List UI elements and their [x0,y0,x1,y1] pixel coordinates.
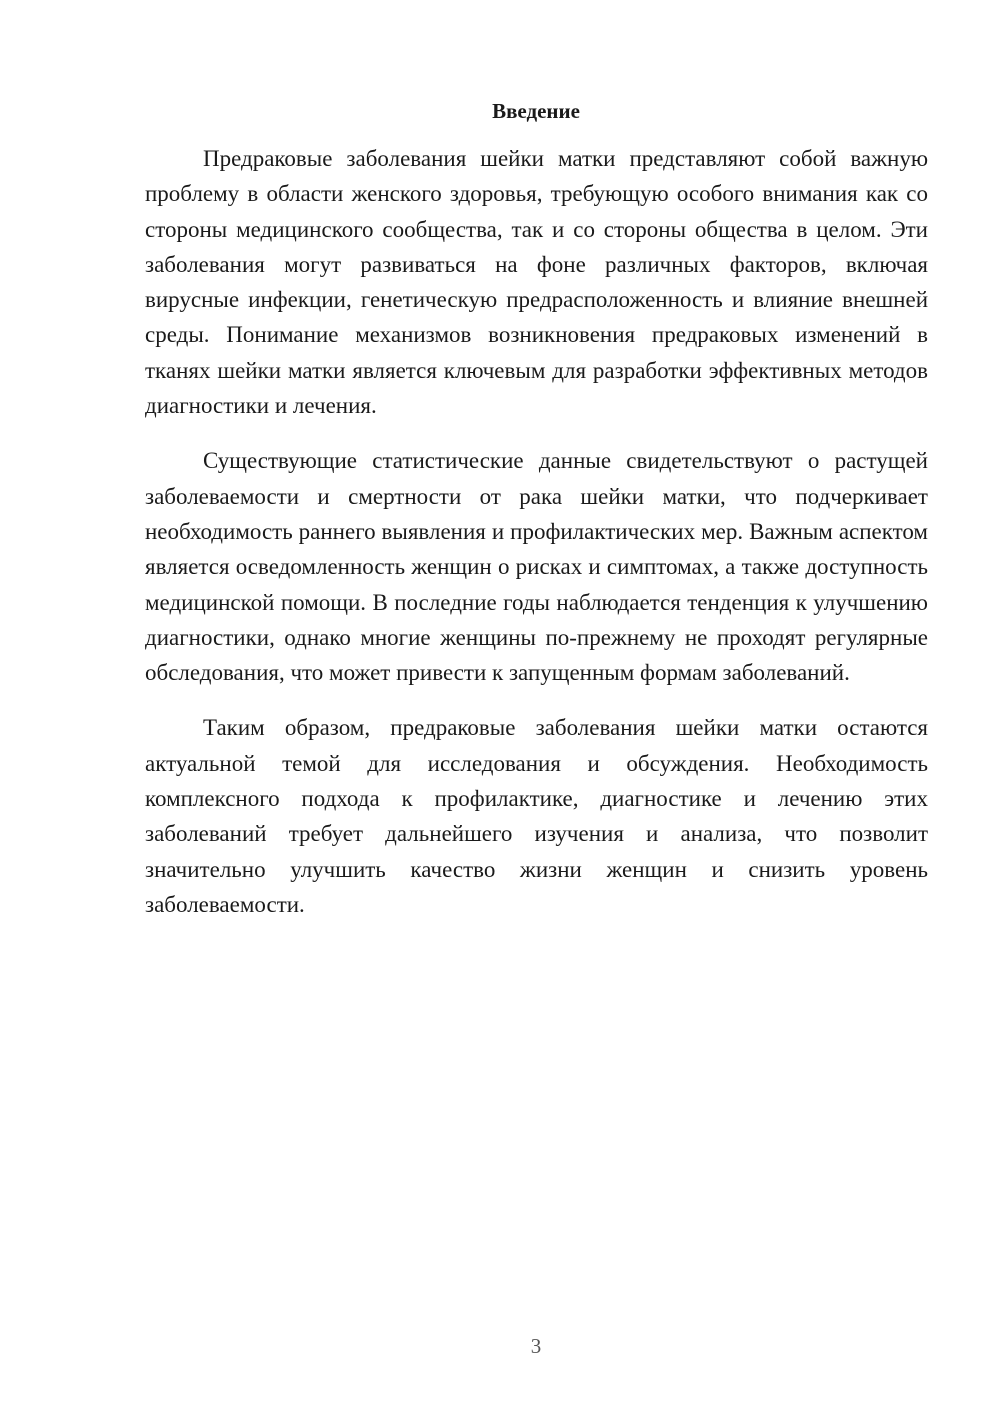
paragraph: Существующие статистические данные свидетельствуют о растущей заболеваемости и смертности от рака шейки матки, что подчеркивает необходимость раннего выявления и профилактических мер. Важным аспектом является осведомленность женщин о рисках и симптомах, а также доступность медицинской помощи. В последние годы наблюдается тенденция к улучшению диагностики, однако многие женщины по-прежнему не проходят регулярные обследования, что может привести к запущенным формам заболеваний. [145,448,928,686]
body-text [145,141,928,942]
page-number: 3 [530,1334,542,1358]
paragraph: Предраковые заболевания шейки матки представляют собой важную проблему в области женского здоровья, требующую особого внимания как со стороны медицинского сообщества, так и со стороны общества в целом. Эти заболевания могут развиваться на фоне различных факторов, включая вирусные инфекции, генетическую предрасположенность и влияние внешней среды. Понимание механизмов возникновения предраковых изменений в тканях шейки матки является ключевым для разработки эффективных методов диагностики и лечения. [145,146,928,419]
paragraph: Таким образом, предраковые заболевания шейки матки остаются актуальной темой для исследования и обсуждения. Необходимость комплексного подхода к профилактике, диагностике и лечению этих заболеваний требует дальнейшего изучения и анализа, что позволит значительно улучшить качество жизни женщин и снизить уровень заболеваемости. [145,715,928,917]
section-title: Введение [492,99,580,123]
